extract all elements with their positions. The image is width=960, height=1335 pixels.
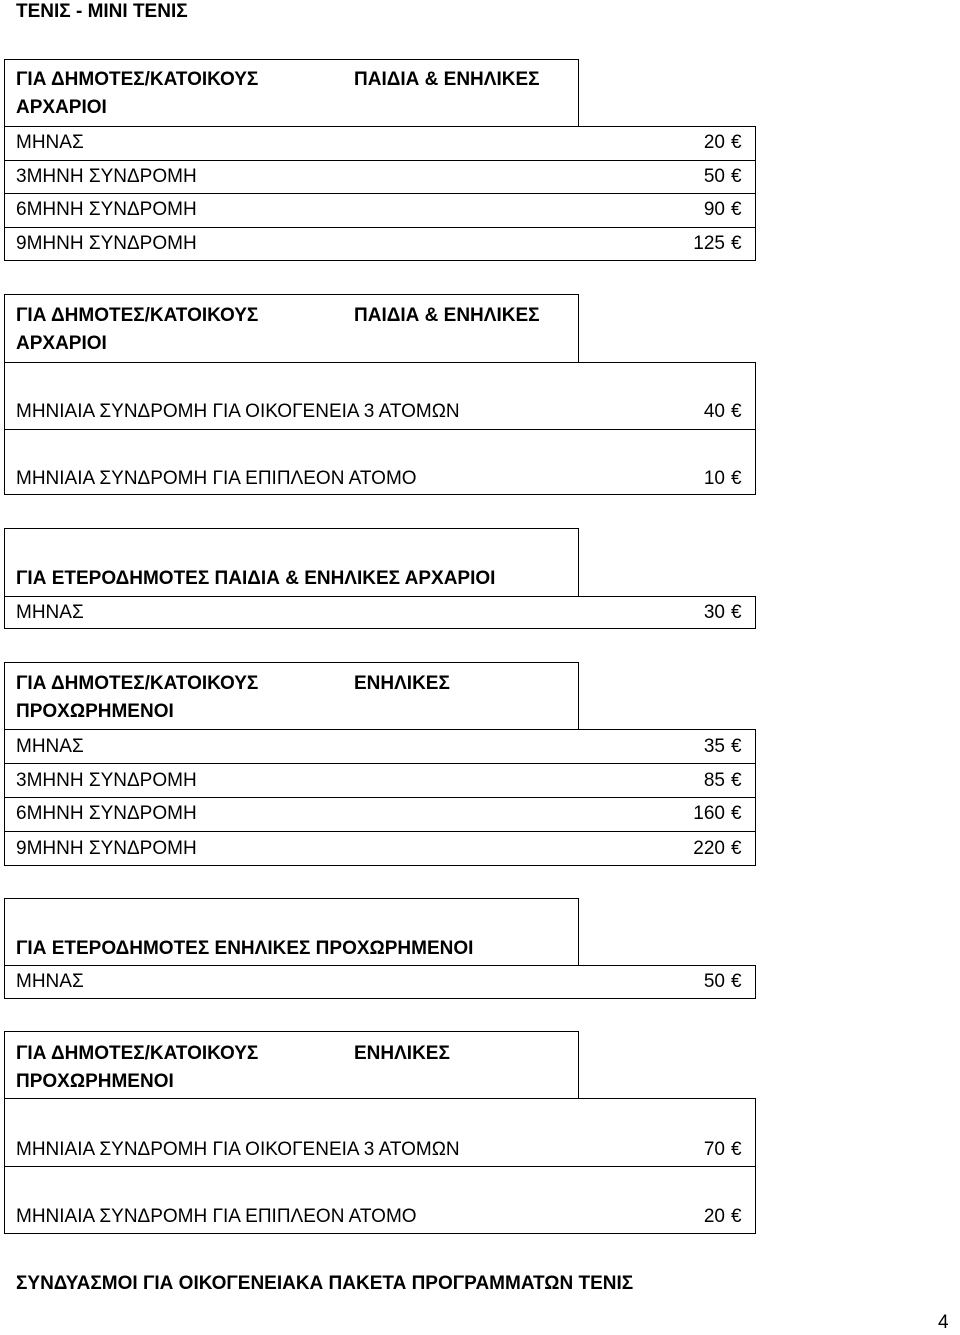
section-6-header-line-1: ΓΙΑ ΔΗΜΟΤΕΣ/ΚΑΤΟΙΚΟΥΣ (16, 1043, 259, 1064)
section-2-header-category: ΠΑΙΔΙΑ & ΕΝΗΛΙΚΕΣ (354, 305, 540, 326)
euro-symbol: € (731, 132, 742, 153)
euro-symbol: € (731, 166, 742, 187)
section-6-header-line-2: ΠΡΟΧΩΡΗΜΕΝΟΙ (16, 1071, 174, 1092)
page-title: ΤΕΝΙΣ - ΜΙΝΙ ΤΕΝΙΣ (16, 1, 188, 22)
price-row-label: 9ΜΗΝΗ ΣΥΝΔΡΟΜΗ (16, 233, 197, 254)
price-row-label: ΜΗΝΙΑΙΑ ΣΥΝΔΡΟΜΗ ΓΙΑ ΕΠΙΠΛΕΟΝ ΑΤΟΜΟ (16, 468, 417, 489)
price-row-label: ΜΗΝΙΑΙΑ ΣΥΝΔΡΟΜΗ ΓΙΑ ΟΙΚΟΓΕΝΕΙΑ 3 ΑΤΟΜΩΝ (16, 401, 460, 422)
price-row-value: 20 (703, 132, 725, 153)
section-1-header-category: ΠΑΙΔΙΑ & ΕΝΗΛΙΚΕΣ (354, 69, 540, 90)
price-row-value: 20 (703, 1206, 725, 1227)
price-row-label: ΜΗΝΑΣ (16, 132, 84, 153)
section-1-header-line-2: ΑΡΧΑΡΙΟΙ (16, 97, 107, 118)
section-5-header: ΓΙΑ ΕΤΕΡΟΔΗΜΟΤΕΣ ΕΝΗΛΙΚΕΣ ΠΡΟΧΩΡΗΜΕΝΟΙ (16, 938, 474, 959)
price-row-value: 40 (703, 401, 725, 422)
section-4-header-category: ΕΝΗΛΙΚΕΣ (354, 673, 450, 694)
euro-symbol: € (731, 1139, 742, 1160)
price-row-value: 160 (693, 803, 725, 824)
page-number: 4 (938, 1312, 949, 1333)
price-row-value: 90 (703, 199, 725, 220)
section-4-header-line-1: ΓΙΑ ΔΗΜΟΤΕΣ/ΚΑΤΟΙΚΟΥΣ (16, 673, 259, 694)
price-row-label: ΜΗΝΑΣ (16, 971, 84, 992)
euro-symbol: € (731, 602, 742, 623)
euro-symbol: € (731, 803, 742, 824)
price-row-value: 10 (703, 468, 725, 489)
euro-symbol: € (731, 401, 742, 422)
price-row-value: 50 (703, 166, 725, 187)
price-row-label: 9ΜΗΝΗ ΣΥΝΔΡΟΜΗ (16, 838, 197, 859)
euro-symbol: € (731, 468, 742, 489)
price-row-label: ΜΗΝΑΣ (16, 602, 84, 623)
euro-symbol: € (731, 770, 742, 791)
euro-symbol: € (731, 199, 742, 220)
price-row-label: ΜΗΝΙΑΙΑ ΣΥΝΔΡΟΜΗ ΓΙΑ ΟΙΚΟΓΕΝΕΙΑ 3 ΑΤΟΜΩΝ (16, 1139, 460, 1160)
price-row-value: 85 (703, 770, 725, 791)
price-row-label: ΜΗΝΑΣ (16, 736, 84, 757)
section-6-header-category: ΕΝΗΛΙΚΕΣ (354, 1043, 450, 1064)
euro-symbol: € (731, 971, 742, 992)
price-row-label: 6ΜΗΝΗ ΣΥΝΔΡΟΜΗ (16, 199, 197, 220)
price-row-value: 125 (693, 233, 725, 254)
price-row-value: 35 (703, 736, 725, 757)
section-4-header-line-2: ΠΡΟΧΩΡΗΜΕΝΟΙ (16, 701, 174, 722)
price-row-value: 30 (703, 602, 725, 623)
euro-symbol: € (731, 233, 742, 254)
price-row-label: ΜΗΝΙΑΙΑ ΣΥΝΔΡΟΜΗ ΓΙΑ ΕΠΙΠΛΕΟΝ ΑΤΟΜΟ (16, 1206, 417, 1227)
family-packages-heading: ΣΥΝΔΥΑΣΜΟΙ ΓΙΑ ΟΙΚΟΓΕΝΕΙΑΚΑ ΠΑΚΕΤΑ ΠΡΟΓΡΑΜΜΑΤΩΝ ΤΕΝΙΣ (16, 1273, 634, 1294)
section-2-header-line-1: ΓΙΑ ΔΗΜΟΤΕΣ/ΚΑΤΟΙΚΟΥΣ (16, 305, 259, 326)
price-row-value: 50 (703, 971, 725, 992)
price-row-label: 3ΜΗΝΗ ΣΥΝΔΡΟΜΗ (16, 166, 197, 187)
price-row-value: 220 (693, 838, 725, 859)
section-2-header-line-2: ΑΡΧΑΡΙΟΙ (16, 333, 107, 354)
euro-symbol: € (731, 1206, 742, 1227)
price-row-value: 70 (703, 1139, 725, 1160)
euro-symbol: € (731, 736, 742, 757)
section-3-header: ΓΙΑ ΕΤΕΡΟΔΗΜΟΤΕΣ ΠΑΙΔΙΑ & ΕΝΗΛΙΚΕΣ ΑΡΧΑΡΙΟΙ (16, 568, 496, 589)
euro-symbol: € (731, 838, 742, 859)
section-1-header-line-1: ΓΙΑ ΔΗΜΟΤΕΣ/ΚΑΤΟΙΚΟΥΣ (16, 69, 259, 90)
price-row-label: 6ΜΗΝΗ ΣΥΝΔΡΟΜΗ (16, 803, 197, 824)
price-row-label: 3ΜΗΝΗ ΣΥΝΔΡΟΜΗ (16, 770, 197, 791)
